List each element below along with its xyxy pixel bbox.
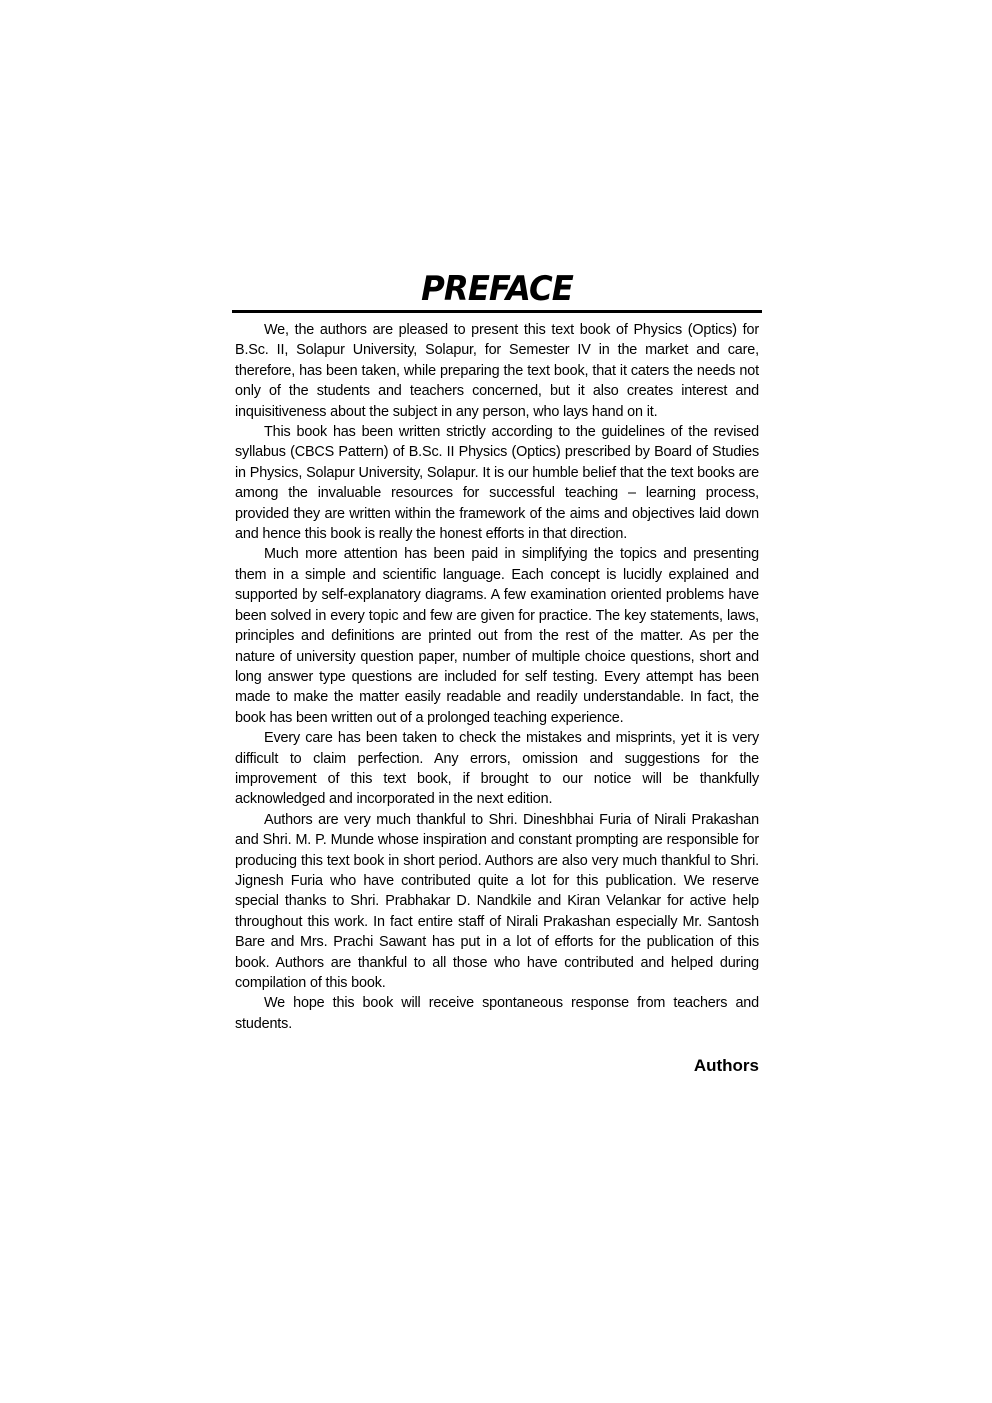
paragraph-3: Much more attention has been paid in simplifying the topics and presenting them in a simple and scientific language. Each concept is lucidly explained and supported by self-explanatory diagrams. A few examination oriented problems have been solved in every topic and few are given for practice. The key statements, laws, principles and definitions are printed out from the rest of the matter. As per the nature of university question paper, number of multiple choice questions, short and long answer type questions are included for self testing. Every attempt has been made to make the matter easily readable and readily understandable. In fact, the book has been written out of a prolonged teaching experience. [235,546,759,726]
paragraph-4: Every care has been taken to check the mistakes and misprints, yet it is very difficult to claim perfection. Any errors, omission and suggestions for the improvement of this text book, if brought to our notice will be thankfully acknowledged and incorporated in the next edition. [235,730,759,808]
paragraph-5: Authors are very much thankful to Shri. Dineshbhai Furia of Nirali Prakashan and Shri. M. P. Munde whose inspiration and constant prompting are responsible for producing this text book in short period. Authors are also very much thankful to Shri. Jignesh Furia who have contributed quite a lot for this publication. We reserve special thanks to Shri. Prabhakar D. Nandkile and Kiran Velankar for active help throughout this work. In fact entire staff of Nirali Prakashan especially Mr. Santosh Bare and Mrs. Prachi Sawant has put in a lot of efforts for the publication of this book. Authors are thankful to all those who have contributed and helped during compilation of this book. [235,811,759,991]
paragraph-1: We, the authors are pleased to present this text book of Physics (Optics) for B.Sc. II, Solapur University, Solapur, for Semester IV in the market and care, therefore, has been taken, while preparing the text book, that it caters the needs not only of the students and teachers concerned, but it also creates interest and inquisitiveness about the subject in any person, who lays hand on it. [235,322,759,420]
preface-page [232,270,762,1076]
paragraph-6: We hope this book will receive spontaneous response from teachers and students. [235,995,759,1032]
title-underline [232,310,762,313]
preface-body [232,320,762,1034]
page-title: PREFACE [421,269,573,309]
paragraph-2: This book has been written strictly according to the guidelines of the revised syllabus (CBCS Pattern) of B.Sc. II Physics (Optics) prescribed by Board of Studies in Physics, Solapur University, Solapur. It is our humble belief that the text books are among the invaluable resources for successful teaching – learning process, provided they are written within the framework of the aims and objectives laid down and hence this book is really the honest efforts in that direction. [235,424,759,543]
signature: Authors [693,1056,759,1076]
